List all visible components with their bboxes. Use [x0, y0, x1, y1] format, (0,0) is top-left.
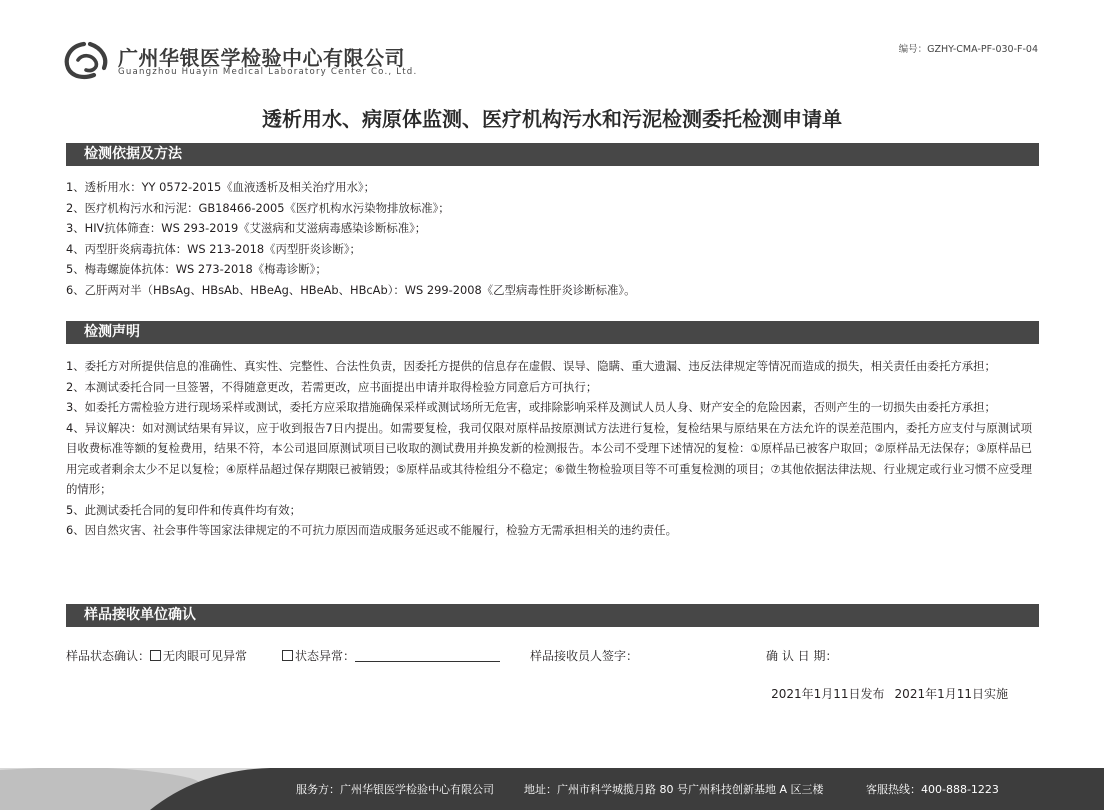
- abnormal-status-row: [282, 647, 500, 664]
- section-header-statement: 检测声明: [66, 321, 1039, 344]
- footer-hotline: 客服热线：400-888-1223: [866, 783, 999, 796]
- list-item: 6、乙肝两对半（HBsAg、HBsAb、HBeAg、HBeAb、HBcAb）：WS 299-2008《乙型病毒性肝炎诊断标准》。: [66, 282, 636, 297]
- abnormal-detail-field[interactable]: [355, 650, 500, 662]
- section-header-basis: 检测依据及方法: [66, 143, 1039, 166]
- list-item: 3、如委托方需检验方进行现场采样或测试，委托方应采取措施确保采样或测试场所无危害，或排除影响采样及测试人员人身、财产安全的危险因素，否则产生的一切损失由委托方承担；: [66, 400, 996, 414]
- abnormal-checkbox[interactable]: [282, 650, 293, 661]
- list-item: 4、异议解决：如对测试结果有异议，应于收到报告7日内提出。如需要复检，我司仅限对原样品按原测试方法进行复检，复检结果与原结果在方法允许的误差范围内，委托方应支付与原测试项目收费标准等额的复检费用，结果不符，本公司退回原测试项目已收取的测试费用并换发新的检测报告。本公司不受理下述情况的复检：①原样品已被客户取回；②原样品无法保存；③原样品已用完或者剩余太少不足以复检；④原样品超过保存期限已被销毁；⑤原样品或其待检组分不稳定；⑥微生物检验项目等不可重复检测的项目；⑦其他依据法律法规、行业规定或行业习惯不应受理的情形；: [66, 420, 1032, 496]
- list-item: 5、此测试委托合同的复印件和传真件均有效；: [66, 502, 302, 517]
- normal-checkbox[interactable]: [150, 650, 161, 661]
- basis-list: [66, 177, 1032, 300]
- list-item: 2、医疗机构污水和污泥：GB18466-2005《医疗机构水污染物排放标准》；: [66, 200, 450, 215]
- document-title: 透析用水、病原体监测、医疗机构污水和污泥检测委托检测申请单: [262, 107, 842, 131]
- confirm-date-label: 确 认 日 期：: [766, 649, 838, 663]
- list-item: 3、HIV抗体筛查：WS 293-2019《艾滋病和艾滋病毒感染诊断标准》；: [66, 221, 427, 235]
- document-code: 编号：GZHY-CMA-PF-030-F-04: [898, 44, 1038, 55]
- company-name-english: Guangzhou Huayin Medical Laboratory Center Co., Ltd.: [118, 67, 418, 77]
- receiver-signature-label: 样品接收员人签字：: [530, 649, 639, 663]
- footer-service-provider: 服务方：广州华银医学检验中心有限公司: [296, 783, 494, 796]
- statement-list: [66, 356, 1032, 541]
- list-item: 4、丙型肝炎病毒抗体：WS 213-2018《丙型肝炎诊断》；: [66, 241, 361, 256]
- release-date: 2021年1月11日发布: [771, 687, 885, 701]
- company-name: 广州华银医学检验中心有限公司: [118, 46, 405, 70]
- footer-address: 地址：广州市科学城揽月路 80 号广州科技创新基地 A 区三楼: [524, 783, 824, 796]
- publish-dates: [761, 685, 1008, 702]
- company-logo-icon: [64, 40, 110, 80]
- sample-status-row: [66, 647, 247, 664]
- list-item: 6、因自然灾害、社会事件等国家法律规定的不可抗力原因而造成服务延迟或不能履行，检验方无需承担相关的违约责任。: [66, 523, 677, 537]
- normal-option-label: 无肉眼可见异常: [163, 649, 248, 663]
- abnormal-option-label: 状态异常：: [295, 649, 356, 663]
- list-item: 1、委托方对所提供信息的准确性、真实性、完整性、合法性负责，因委托方提供的信息存在虚假、误导、隐瞒、重大遗漏、违反法律规定等情况而造成的损失，相关责任由委托方承担；: [66, 359, 996, 373]
- list-item: 2、本测试委托合同一旦签署，不得随意更改，若需更改，应书面提出申请并取得检验方同意后方可执行；: [66, 379, 598, 394]
- sample-status-label: 样品状态确认：: [66, 649, 151, 663]
- section-header-receipt: 样品接收单位确认: [66, 604, 1039, 627]
- list-item: 1、透析用水：YY 0572-2015《血液透析及相关治疗用水》；: [66, 180, 375, 194]
- effective-date: 2021年1月11日实施: [894, 687, 1008, 701]
- list-item: 5、梅毒螺旋体抗体：WS 273-2018《梅毒诊断》；: [66, 262, 327, 276]
